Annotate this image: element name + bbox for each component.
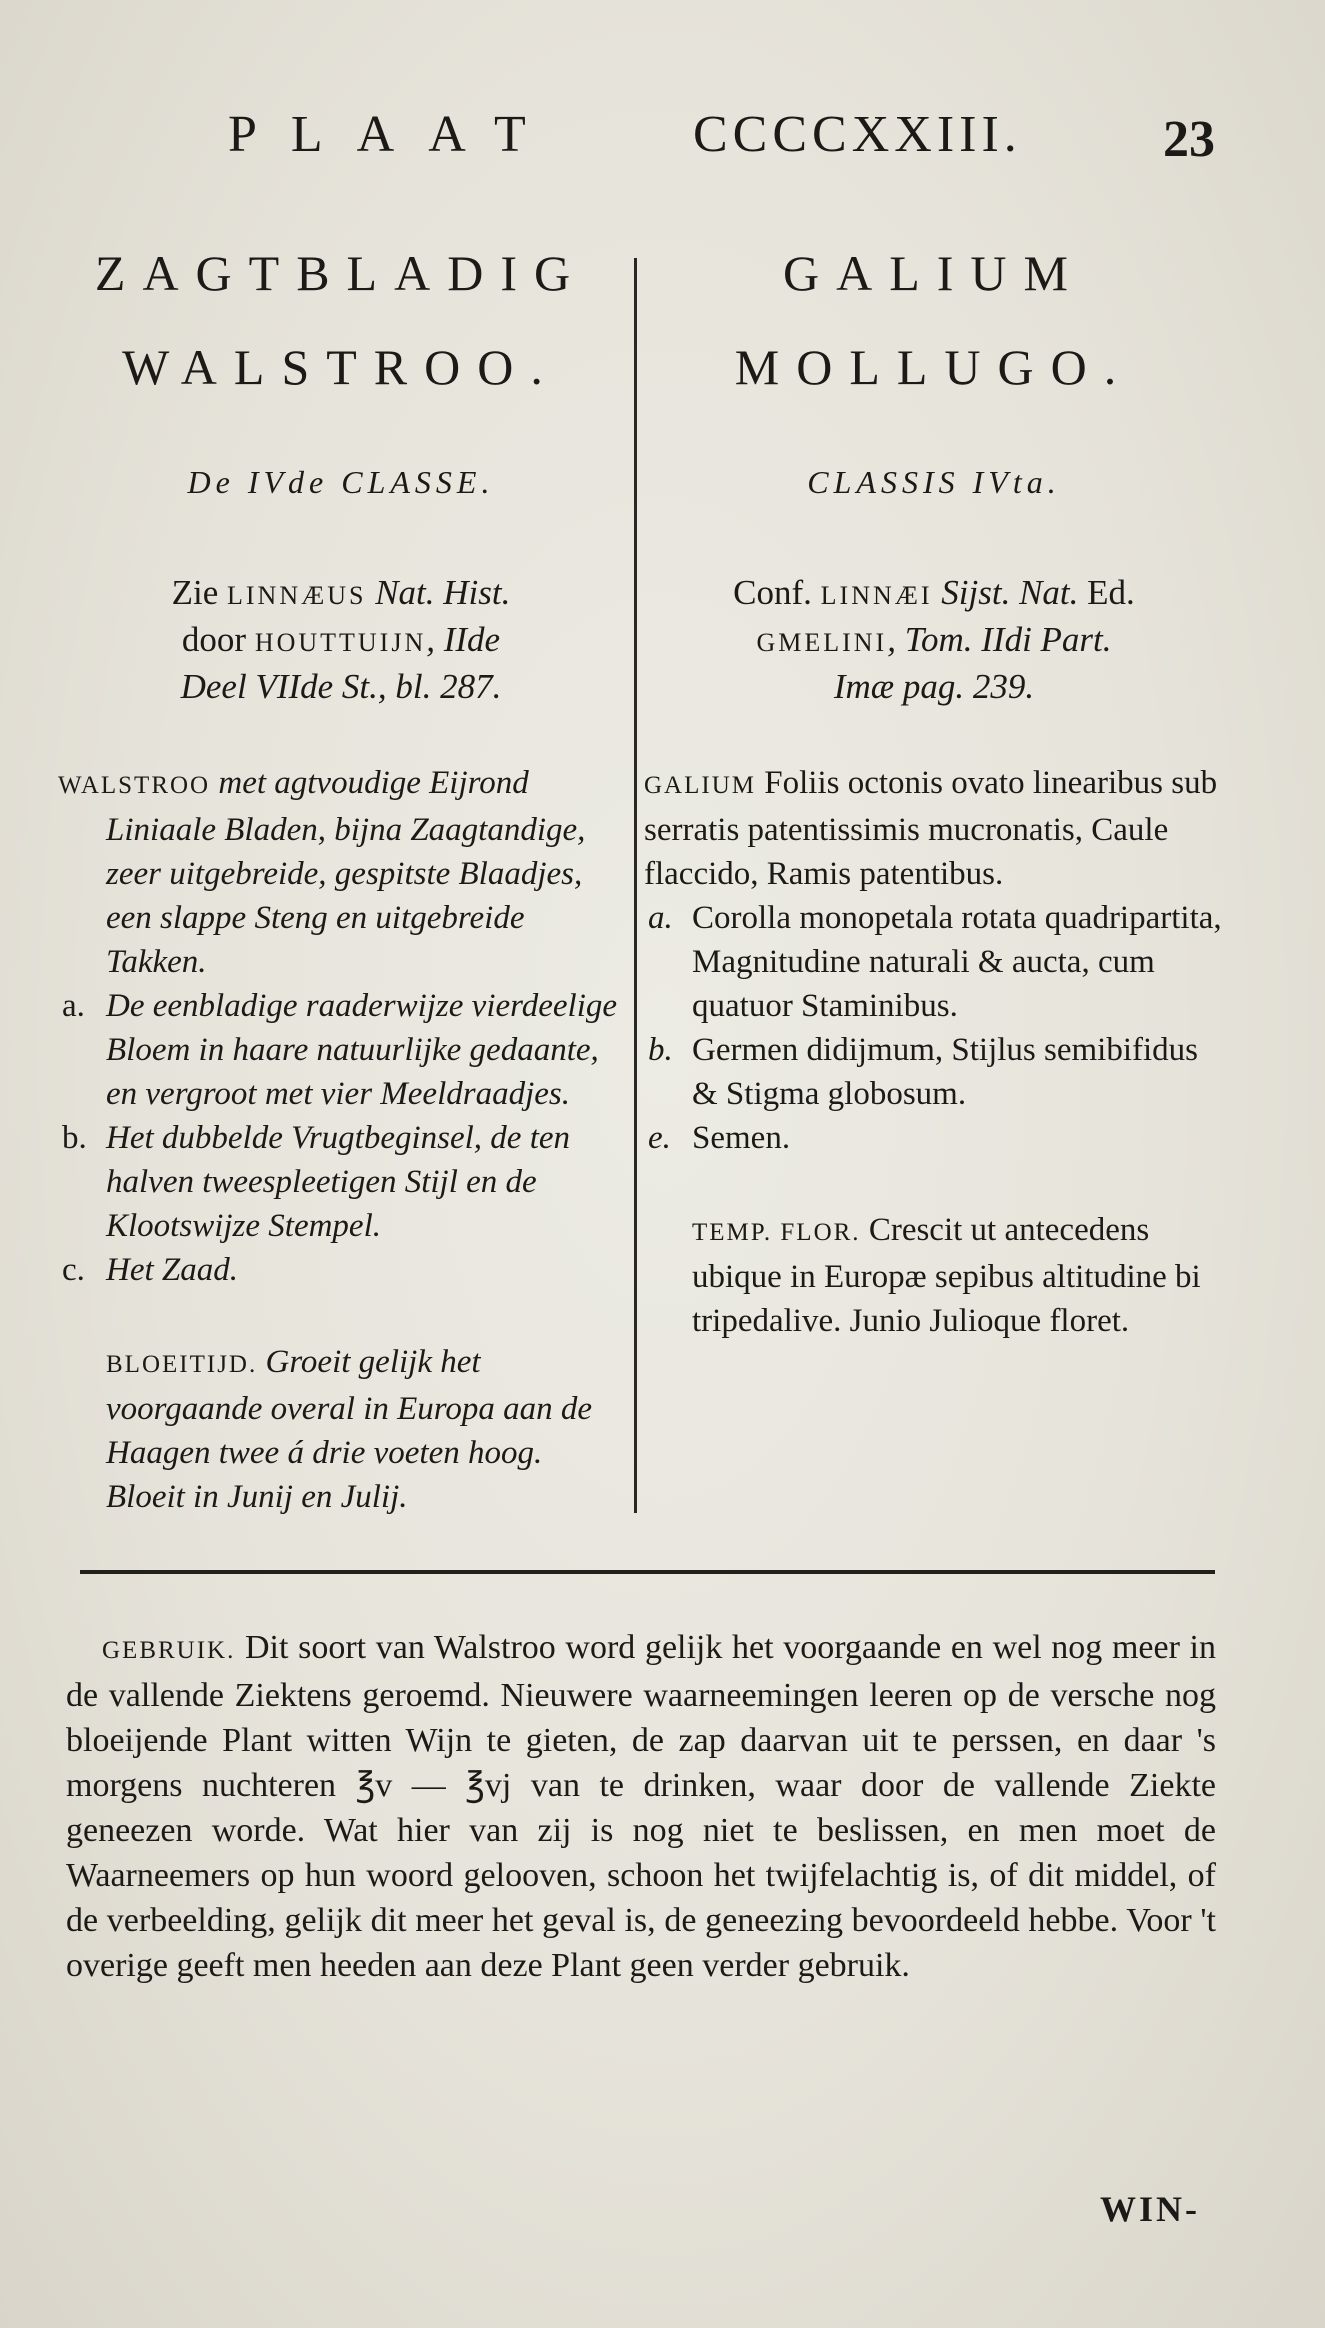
catchword: WIN- <box>1100 2189 1200 2229</box>
dutch-item-c: c. Het Zaad. <box>62 1252 238 1288</box>
plate-heading: PLAAT <box>228 106 560 163</box>
dutch-class: De IVde CLASSE. <box>187 464 495 500</box>
latin-description: GALIUM Foliis octonis ovato linearibus sub serratis patentissimis mucronatis, Caule flaccido, Ramis patentibus. <box>644 765 1218 892</box>
latin-item-a: a. Corolla monopetala rotata quadripartita, Magnitudine naturali & aucta, cum quatuor Staminibus. <box>648 900 1222 1024</box>
dutch-title-line-1: ZAGTBLADIG <box>94 245 588 301</box>
latin-item-b: b. Germen didijmum, Stijlus semibifidus & Stigma globosum. <box>648 1032 1198 1112</box>
latin-flowering: TEMP. FLOR. Crescit ut antecedens ubique in Europæ sepibus altitudine bi tripedalive. Junio Julioque floret. <box>692 1212 1201 1339</box>
column-divider <box>634 258 637 1513</box>
plate-number: CCCCXXIII. <box>693 106 1022 163</box>
dutch-item-a: a. De eenbladige raaderwijze vierdeelige Bloem in haare natuurlijke gedaante, en vergroot met vier Meeldraadjes. <box>62 988 618 1112</box>
page-number: 23 <box>1163 111 1215 168</box>
latin-item-c: e. Semen. <box>648 1120 791 1156</box>
latin-column <box>644 238 1224 1343</box>
dutch-flowering: BLOEITIJD. Groeit gelijk het voorgaande overal in Europa aan de Haagen twee á drie voeten hoog. Bloeit in Junij en Julij. <box>106 1344 593 1515</box>
usage-paragraph: GEBRUIK. Dit soort van Walstroo word gelijk het voorgaande en wel nog meer in de vallende Ziektens geroemd. Nieuwere waarneemingen leeren op de versche nog bloeijende Plant witten Wijn te gieten, de zap daarvan uit te perssen, en daar 's morgens nuchteren ℥v — ℥vj van te drinken, waar door de vallende Ziekte geneezen worde. Wat hier van zij is nog niet te beslissen, en men moet de Waarneemers op hun woord gelooven, schoon het twijfelachtig is, of dit middel, of de verbeelding, gelijk dit meer het geval is, de geneezing bevoordeeld hebbe. Voor 't overige geeft men heeden aan deze Plant geen verder gebruik. <box>66 1629 1216 1984</box>
section-rule <box>80 1570 1215 1574</box>
latin-reference: Conf. LINNÆI Sijst. Nat. Ed. GMELINI, Tom. IIdi Part. Imæ pag. 239. <box>733 573 1135 706</box>
dutch-description: WALSTROO met agtvoudige Eijrond Liniaale Bladen, bijna Zaagtandige, zeer uitgebreide, gespitste Blaadjes, een slappe Steng en uitgebreide Takken. <box>58 765 586 980</box>
latin-class: CLASSIS IVta. <box>807 464 1061 500</box>
dutch-column <box>58 238 624 1519</box>
dutch-reference: Zie LINNÆUS Nat. Hist. door HOUTTUIJN, IIde Deel VIIde St., bl. 287. <box>171 573 511 706</box>
latin-title-line-1: GALIUM <box>783 245 1085 301</box>
dutch-item-b: b. Het dubbelde Vrugtbeginsel, de ten halven tweespleetigen Stijl en de Klootswijze Stempel. <box>62 1120 571 1244</box>
dutch-title-line-2: WALSTROO. <box>122 339 560 395</box>
latin-title-line-2: MOLLUGO. <box>734 339 1134 395</box>
